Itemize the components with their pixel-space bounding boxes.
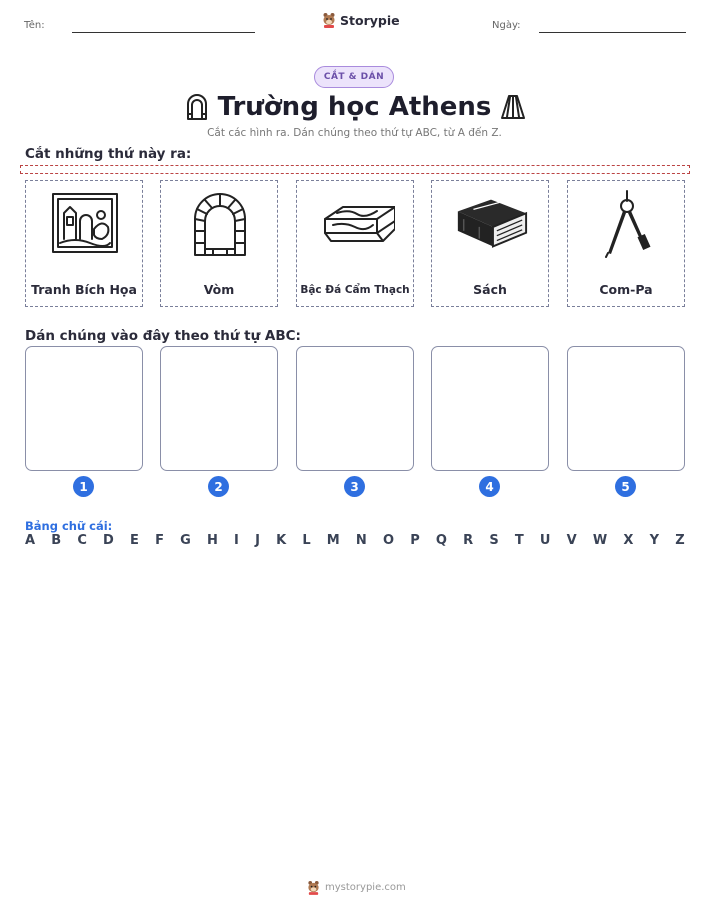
paste-box-4[interactable]: [431, 346, 549, 471]
cut-line: [20, 165, 690, 174]
paste-box-1[interactable]: [25, 346, 143, 471]
number-badge-3: 3: [344, 476, 365, 497]
alphabet-row: [25, 533, 685, 548]
paste-box-2[interactable]: [160, 346, 278, 471]
activity-badge: CẮT & DÁN: [314, 66, 394, 88]
number-badge-1: 1: [73, 476, 94, 497]
alphabet-letter: Q: [435, 533, 447, 548]
name-line[interactable]: [72, 32, 255, 33]
alphabet-letter: R: [463, 533, 474, 548]
paste-box-5[interactable]: [567, 346, 685, 471]
alphabet-letter: K: [276, 533, 287, 548]
alphabet-letter: L: [302, 533, 311, 548]
alphabet-letter: S: [489, 533, 499, 548]
marble-step-icon: [317, 189, 395, 259]
brand-name: Storypie: [340, 12, 400, 28]
cut-card-compass[interactable]: [567, 180, 685, 307]
footer: [307, 880, 406, 895]
arch-icon: [185, 189, 255, 259]
number-badge-5: 5: [615, 476, 636, 497]
alphabet-letter: N: [355, 533, 367, 548]
cut-label-fresco: Tranh Bích Họa: [31, 282, 137, 297]
cut-heading: Cắt những thứ này ra:: [25, 146, 192, 162]
compass-icon: [592, 189, 662, 259]
alphabet-letter: F: [155, 533, 164, 548]
alphabet-letter: V: [566, 533, 577, 548]
alphabet-letter: D: [103, 533, 114, 548]
alphabet-letter: J: [255, 533, 260, 548]
alphabet-letter: Z: [675, 533, 685, 548]
alphabet-letter: I: [234, 533, 239, 548]
alphabet-heading: Bảng chữ cái:: [25, 519, 113, 533]
paste-heading: Dán chúng vào đây theo thứ tự ABC:: [25, 328, 301, 344]
instructions: Cắt các hình ra. Dán chúng theo thứ tự ABC, từ A đến Z.: [207, 127, 502, 139]
cut-label-arch: Vòm: [203, 282, 235, 297]
alphabet-letter: M: [326, 533, 340, 548]
footer-url: mystorypie.com: [325, 882, 406, 893]
cut-label-compass: Com-Pa: [599, 282, 653, 297]
toga-icon: [499, 93, 527, 121]
alphabet-letter: W: [592, 533, 608, 548]
storypie-mascot-icon: [322, 12, 336, 28]
storypie-mascot-icon: [307, 880, 320, 895]
date-label: Ngày:: [492, 20, 521, 31]
alphabet-letter: T: [514, 533, 524, 548]
alphabet-letter: H: [206, 533, 218, 548]
alphabet-letter: E: [130, 533, 139, 548]
date-line[interactable]: [539, 32, 686, 33]
alphabet-letter: C: [77, 533, 87, 548]
page-title: Trường học Athens: [217, 92, 492, 122]
cut-card-book[interactable]: [431, 180, 549, 307]
fresco-icon: [50, 189, 120, 259]
cut-label-book: Sách: [473, 282, 507, 297]
alphabet-letter: P: [410, 533, 420, 548]
number-badge-4: 4: [479, 476, 500, 497]
alphabet-letter: A: [25, 533, 36, 548]
cut-card-arch[interactable]: [160, 180, 278, 307]
alphabet-letter: G: [180, 533, 191, 548]
cut-card-marble-step[interactable]: [296, 180, 414, 307]
alphabet-letter: Y: [649, 533, 660, 548]
alphabet-letter: B: [51, 533, 62, 548]
alphabet-letter: O: [382, 533, 395, 548]
brand-logo: [322, 12, 400, 28]
name-label: Tên:: [24, 20, 45, 31]
paste-box-3[interactable]: [296, 346, 414, 471]
book-icon: [452, 189, 530, 259]
number-badge-2: 2: [208, 476, 229, 497]
alphabet-letter: U: [539, 533, 551, 548]
cut-card-fresco[interactable]: [25, 180, 143, 307]
cut-label-marble-step: Bậc Đá Cẩm Thạch: [300, 284, 410, 296]
alphabet-letter: X: [623, 533, 634, 548]
